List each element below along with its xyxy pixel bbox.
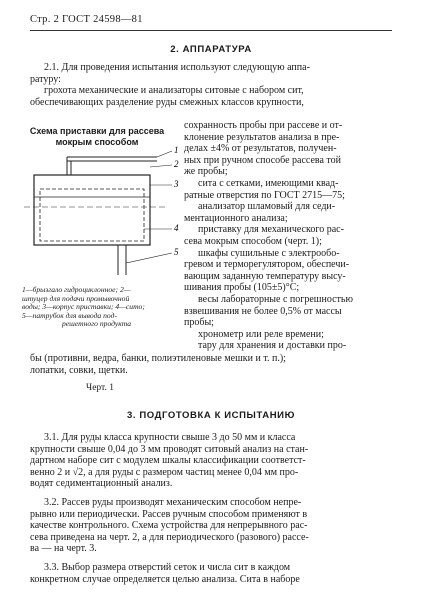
legend-line: 5—патрубок для вывода под- [22,310,117,320]
text-line: ратуру: [30,73,61,85]
text-line: лопатки, совки, щетки. [30,364,128,376]
caption-line: Схема приставки для рассева [29,126,165,136]
legend-line: воды; 3—корпус приставки; 4—сито; [22,302,145,312]
legend-line: решетного продукта [62,319,132,329]
text-line: качестве контрольного. Схема устройства для непрерывного рас- [30,520,308,532]
caption-line: мокрым способом [55,136,139,147]
text-line: ратные отверстия по ГОСТ 2715—75; [184,189,345,201]
text-line: гревом и терморегулятором, обеспечи- [184,259,350,271]
text-line: тару для хранения и доставки про- [198,340,347,352]
page-header: Стр. 2 ГОСТ 24598—81 [30,14,143,25]
text-line: ментационного анализа; [184,212,288,224]
section-3-title: 3. ПОДГОТОВКА К ИСПЫТАНИЮ [127,410,295,421]
text-line: 3.2. Рассев руды производят механическим способом непре- [44,497,302,508]
text-line: приставку для механического рас- [198,224,344,236]
callout-number: 2 [174,159,179,169]
text-line: шкафы сушильные с электрообо- [198,247,340,259]
section-2-final [30,353,392,376]
text-line: ва — на черт. 3. [30,543,97,555]
text-line: анализатор шламовый для седи- [198,201,336,213]
text-line: 2.1. Для проведения испытания используют следующую аппа- [44,62,310,73]
header-rule [30,30,392,31]
text-line: дартном наборе сит с модулем шкалы классификации соответст- [30,455,306,467]
text-line: сева мокрым способом (черт. 1); [184,235,322,247]
text-line: грохота механические и анализаторы ситовые с набором сит, [44,85,304,97]
text-line: хронометр или реле времени; [198,328,324,340]
text-line: вающим заданную температуру высу- [184,270,346,282]
wet-sieving-attachment-diagram [22,145,180,285]
callout-number: 3 [174,179,179,189]
housing [34,175,150,245]
text-line: шивания пробы (105±5)°С; [184,282,300,294]
text-line: бы (противни, ведра, банки, полиэтиленовые мешки и т. п.); [30,353,286,364]
text-line: пробы; [184,317,214,329]
text-line: сохранность пробы при рассеве и от- [184,120,343,131]
text-line: венно 2 и √2, а для руды с размером частиц менее 0,04 мм про- [30,466,299,478]
callout-number: 1 [174,145,179,155]
callout-number: 4 [174,223,179,233]
figure-legend [22,286,180,329]
text-line: весы лабораторные с погрешностью [198,293,353,305]
paragraph-3-2 [30,497,392,555]
leader-line [157,151,172,157]
leader-line [126,253,172,263]
leader-line [150,165,172,167]
callout-number: 5 [174,247,179,257]
text-line: 3.3. Выбор размера отверстий сеток и числа сит в каждом [44,562,291,573]
text-line: обеспечивающих разделение руды смежных классов крупности, [30,96,304,108]
text-line: делах ±4% от результатов, получен- [184,143,337,155]
text-line: ных при ручном способе рассева той [184,154,342,166]
legend-line: 1—брызгало гидроциклонное; 2— [22,285,131,294]
figure-label: Черт. 1 [86,383,114,393]
text-line: водят седиментационный анализ. [30,478,173,490]
figure-caption [22,126,172,147]
text-line: крупности свыше 0,04 до 3 мм проводят ситовый анализ на стан- [30,443,309,455]
legend-line: штуцер для подачи промывочной [22,293,130,303]
section-2-title: 2. АППАРАТУРА [170,44,252,55]
text-line: же пробы; [184,166,228,178]
text-line: рывно или периодически. Рассев ручным способом применяют в [30,508,308,520]
section-2-right-column [184,120,394,352]
text-line: сева приведена на черт. 2, а для периодического (разового) рассе- [30,531,309,543]
section-2-intro [30,62,392,108]
text-line: взвешивания не более 0,5% от массы [184,305,342,317]
text-line: сита с сетками, имеющими квад- [198,177,339,189]
text-line: клонение результатов анализа в пре- [184,131,340,143]
text-line: конкретном случае определяется целью анализа. Сита в наборе [30,573,300,585]
paragraph-3-1 [30,432,392,490]
text-line: 3.1. Для руды класса крупности свыше 3 до 50 мм и класса [44,432,296,443]
paragraph-3-3 [30,562,392,585]
